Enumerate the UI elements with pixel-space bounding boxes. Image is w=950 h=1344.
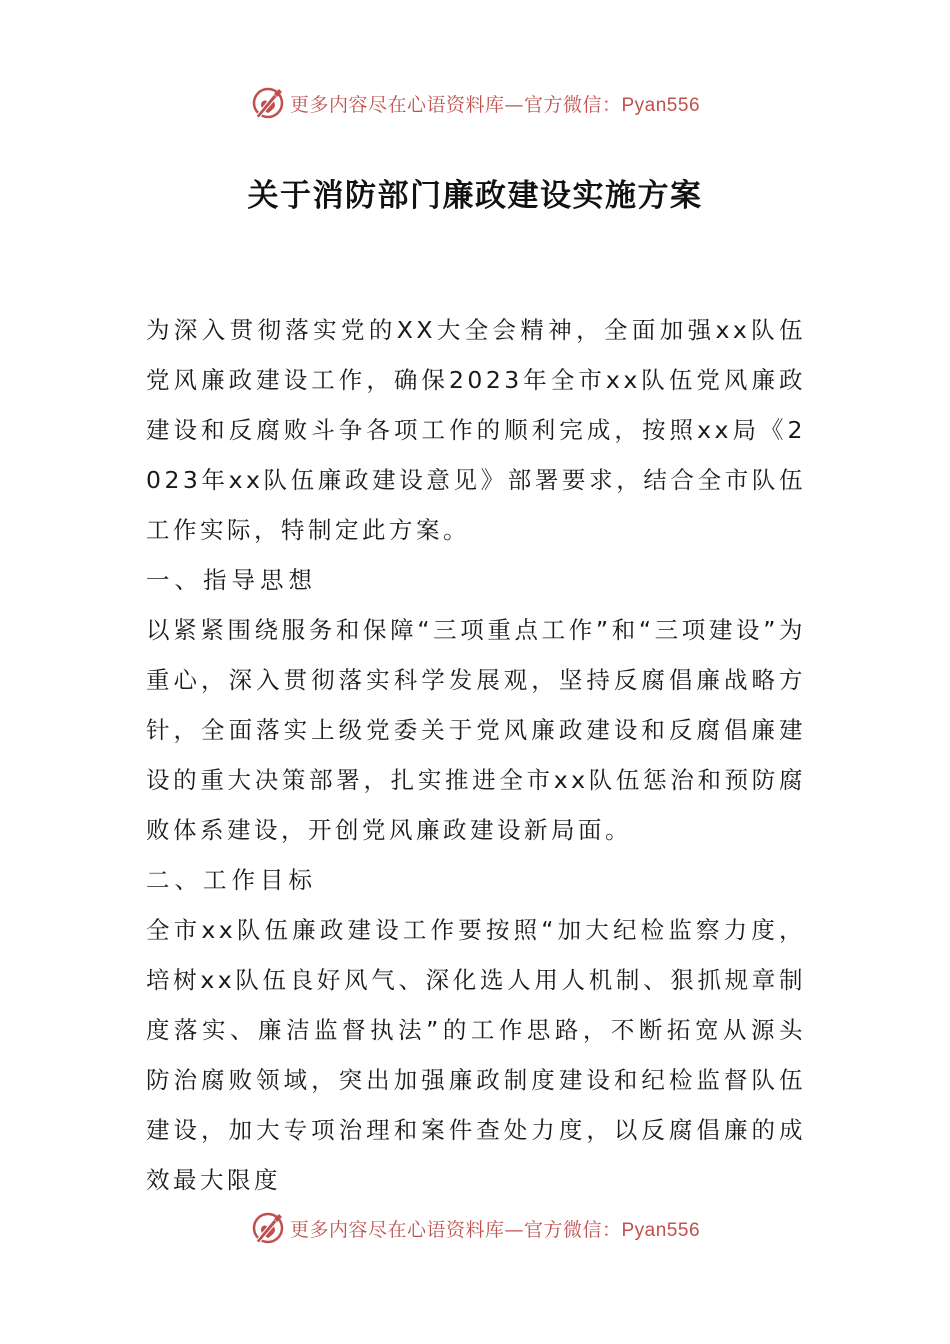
header-banner [0, 83, 950, 123]
intro-paragraph: 为深入贯彻落实党的XX大全会精神，全面加强xx队伍党风廉政建设工作，确保2023年全市xx队伍党风廉政建设和反腐败斗争各项工作的顺利完成，按照xx局《2023年xx队伍廉政建设意见》部署要求，结合全市队伍工作实际，特制定此方案。 [146, 316, 806, 544]
footer-banner [0, 1208, 950, 1248]
section-heading-work-goals: 二、工作目标 [146, 866, 317, 894]
document-title: 关于消防部门廉政建设实施方案 [247, 178, 703, 214]
work-goals-paragraph: 全市xx队伍廉政建设工作要按照“加大纪检监察力度，培树xx队伍良好风气、深化选人用人机制、狠抓规章制度落实、廉洁监督执法”的工作思路，不断拓宽从源头防治腐败领域，突出加强廉政制度建设和纪检监督队伍建设，加大专项治理和案件查处力度，以反腐倡廉的成效最大限度 [146, 916, 806, 1194]
guiding-ideology-paragraph: 以紧紧围绕服务和保障“三项重点工作”和“三项建设”为重心，深入贯彻落实科学发展观，坚持反腐倡廉战略方针，全面落实上级党委关于党风廉政建设和反腐倡廉建设的重大决策部署，扎实推进全市xx队伍惩治和预防腐败体系建设，开创党风廉政建设新局面。 [146, 616, 806, 844]
wechat-id: Pyan556 [621, 94, 701, 116]
pen-heart-logo-icon [250, 1210, 286, 1246]
document-body [146, 305, 806, 1205]
banner-text: 更多内容尽在心语资料库—官方微信：Pyan556 [289, 1218, 701, 1241]
wechat-id: Pyan556 [621, 1219, 701, 1241]
pen-heart-logo-icon [250, 85, 286, 121]
section-heading-guiding-ideology: 一、指导思想 [146, 566, 317, 594]
banner-text: 更多内容尽在心语资料库—官方微信：Pyan556 [289, 93, 701, 116]
